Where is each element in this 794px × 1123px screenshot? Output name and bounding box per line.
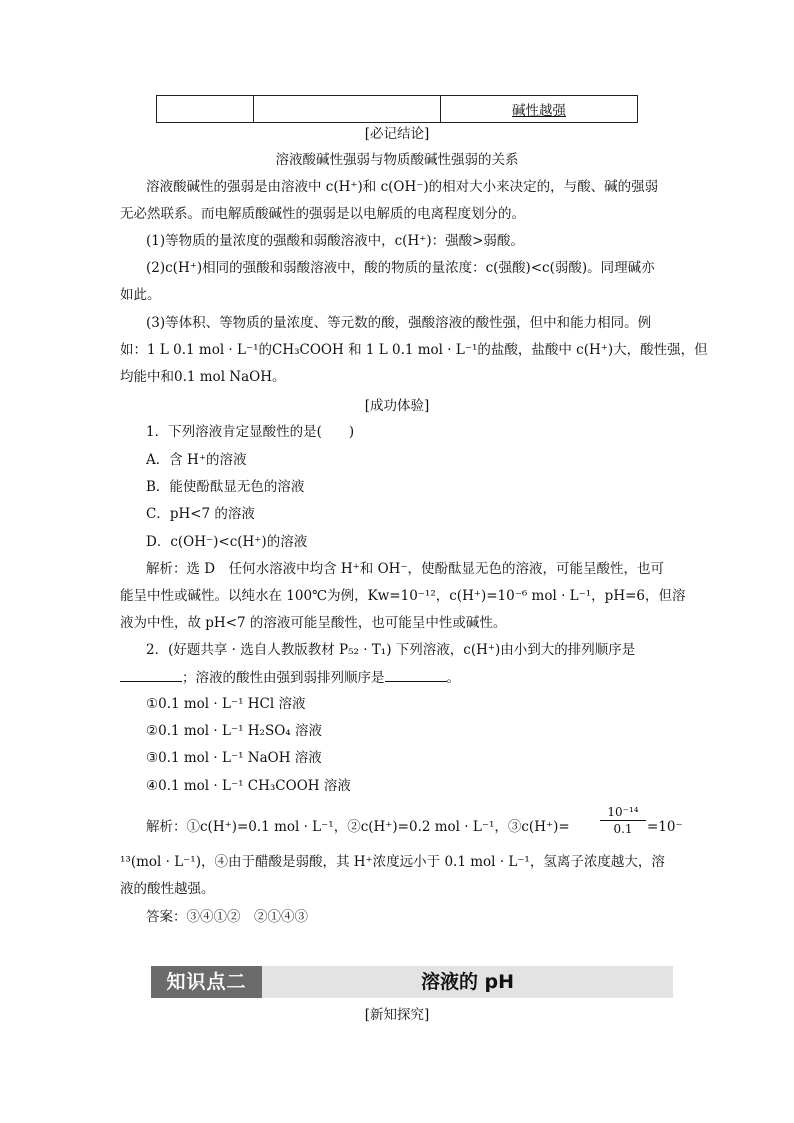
- option-4: ④0.1 mol · L⁻¹ CH₃COOH 溶液: [146, 778, 351, 794]
- analysis: 解析：①c(H⁺)=0.1 mol · L⁻¹，②c(H⁺)=0.2 mol · L⁻¹，③c(H⁺)=: [146, 819, 570, 835]
- analysis: =10⁻: [647, 819, 683, 835]
- table-cell: 碱性越强: [441, 96, 638, 123]
- list-item-cont: 如：1 L 0.1 mol · L⁻¹的CH₃COOH 和 1 L 0.1 mol · L⁻¹的盐酸，盐酸中 c(H⁺)大，酸性强，但: [120, 342, 708, 358]
- answer: 答案：③④①② ②①④③: [146, 909, 308, 925]
- answer-blank: [120, 667, 182, 682]
- table-cell: [157, 96, 254, 123]
- analysis: 液为中性，故 pH<7 的溶液可能呈酸性，也可能呈中性或碱性。: [120, 615, 507, 631]
- table-row: [157, 96, 638, 123]
- section-title: 溶液的 pH: [420, 971, 515, 993]
- option-d: D．c(OH⁻)<c(H⁺)的溶液: [146, 534, 308, 550]
- comparison-table-fragment: [156, 95, 638, 123]
- option-2: ②0.1 mol · L⁻¹ H₂SO₄ 溶液: [146, 723, 322, 739]
- list-item-cont: 如此。: [120, 287, 161, 303]
- option-3: ③0.1 mol · L⁻¹ NaOH 溶液: [146, 750, 322, 766]
- analysis: ¹³(mol · L⁻¹)，④由于醋酸是弱酸，其 H⁺浓度远小于 0.1 mol · L⁻¹，氢离子浓度越大，溶: [120, 854, 665, 870]
- question-2-blanks: ；溶液的酸性由强到弱排列顺序是 。: [120, 667, 460, 688]
- practice-heading: [成功体验]: [364, 398, 430, 414]
- list-item: (3)等体积、等物质的量浓度、等元数的酸，强酸溶液的酸性强，但中和能力相同。例: [146, 315, 652, 331]
- list-item: (2)c(H⁺)相同的强酸和弱酸溶液中，酸的物质的量浓度：c(强酸)<c(弱酸)。同理碱亦: [146, 260, 655, 276]
- answer-blank: [385, 667, 447, 682]
- section-label: 知识点二: [151, 966, 262, 998]
- option-b: B．能使酚酞显无色的溶液: [146, 479, 305, 495]
- option-a: A．含 H⁺的溶液: [146, 452, 247, 468]
- question-2: 2．(好题共享 · 选自人教版教材 P₅₂ · T₁) 下列溶液，c(H⁺)由小到大的排列顺序是: [146, 642, 636, 658]
- analysis: 解析：选 D 任何水溶液中均含 H⁺和 OH⁻，使酚酞显无色的溶液，可能呈酸性，也可: [146, 561, 665, 577]
- paragraph: 溶液酸碱性的强弱是由溶液中 c(H⁺)和 c(OH⁻)的相对大小来决定的，与酸、碱的强弱: [146, 179, 659, 195]
- analysis: 液的酸性越强。: [120, 881, 215, 897]
- paragraph: 无必然联系。而电解质酸碱性的强弱是以电解质的电离程度划分的。: [120, 206, 525, 222]
- question-1: 1．下列溶液肯定显酸性的是( ): [146, 424, 355, 440]
- fraction: $\frac{\text{10⁻¹⁴}}{0.1}$: [600, 804, 646, 837]
- option-c: C．pH<7 的溶液: [146, 506, 255, 522]
- list-item: (1)等物质的量浓度的强酸和弱酸溶液中，c(H⁺)：强酸>弱酸。: [146, 233, 524, 249]
- list-item-cont: 均能中和0.1 mol NaOH。: [120, 369, 286, 385]
- conclusion-title: 溶液酸碱性强弱与物质酸碱性强弱的关系: [275, 152, 519, 168]
- table-cell: [254, 96, 441, 123]
- conclusion-heading: [必记结论]: [364, 126, 430, 142]
- new-knowledge-heading: [新知探究]: [364, 1007, 430, 1023]
- analysis: 能呈中性或碱性。以纯水在 100℃为例，Kw=10⁻¹²，c(H⁺)=10⁻⁶ mol · L⁻¹，pH=6，但溶: [120, 588, 686, 604]
- section-banner: [151, 966, 673, 998]
- option-1: ①0.1 mol · L⁻¹ HCl 溶液: [146, 696, 306, 712]
